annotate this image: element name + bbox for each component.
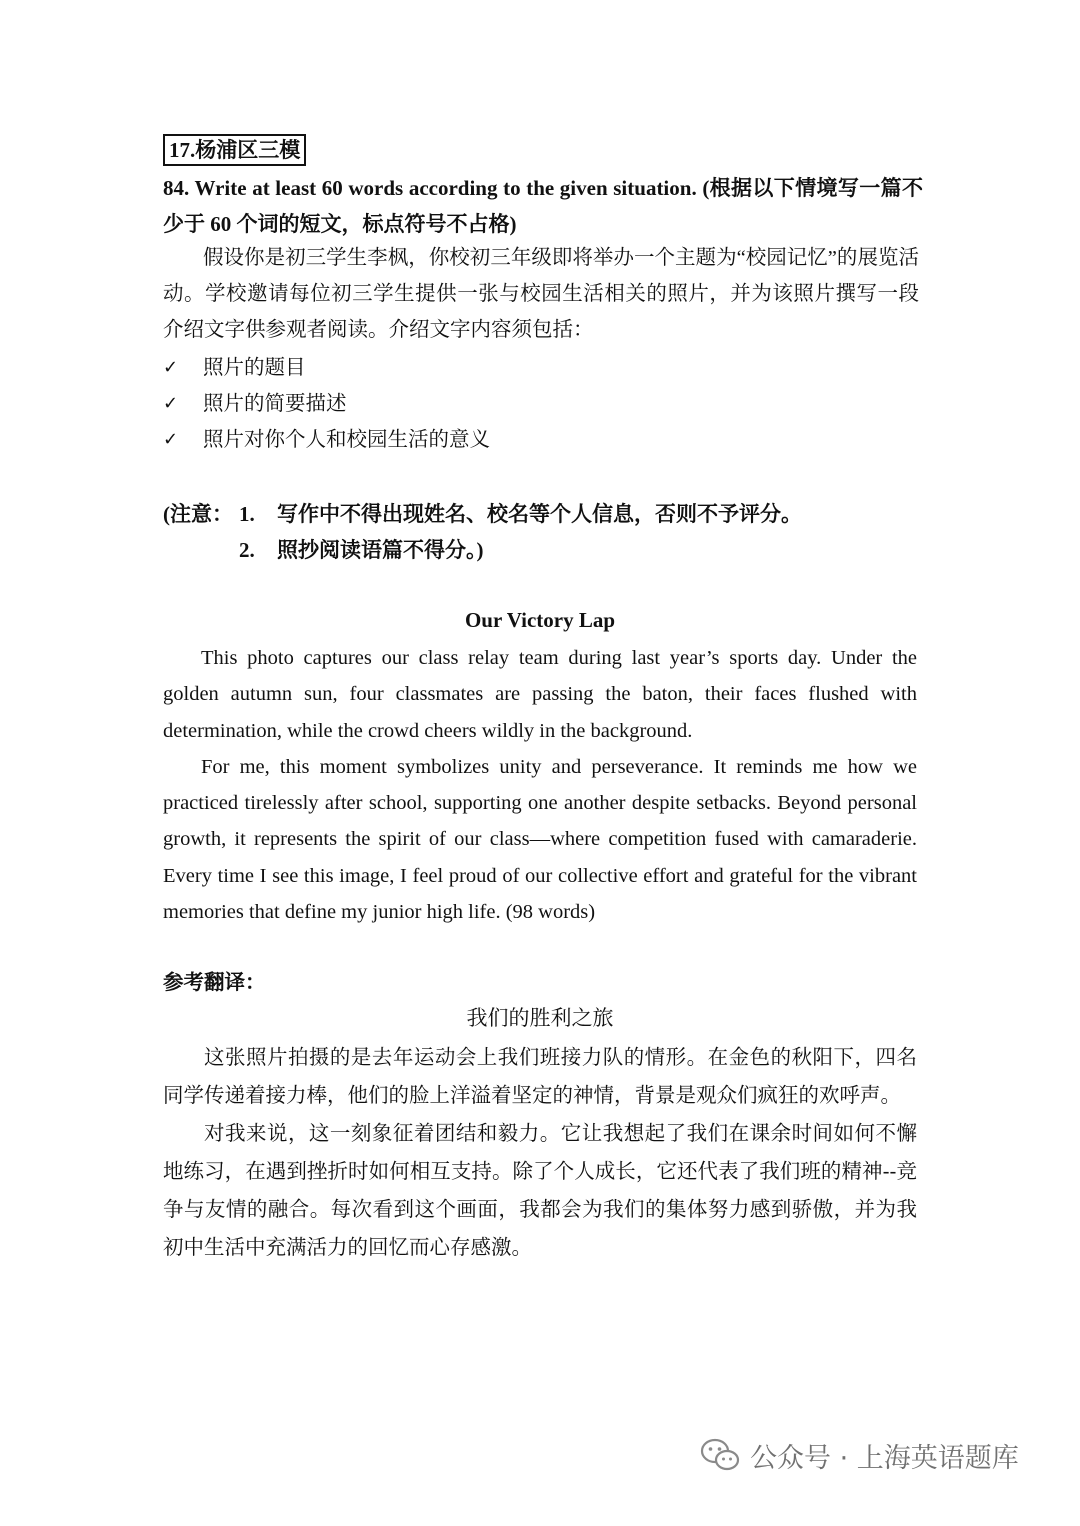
checklist-item-text: 照片的简要描述 bbox=[203, 393, 347, 415]
notes-block bbox=[163, 496, 923, 568]
checklist-item bbox=[163, 386, 863, 422]
check-icon: ✓ bbox=[163, 393, 179, 414]
watermark-text: 公众号 · 上海英语题库 bbox=[750, 1442, 1019, 1474]
requirement-checklist bbox=[163, 350, 863, 458]
note-prefix: (注意： bbox=[163, 502, 233, 526]
translation-title: 我们的胜利之旅 bbox=[466, 1006, 614, 1030]
note-number: 2. bbox=[239, 538, 255, 562]
essay-paragraph: For me, this moment symbolizes unity and perseverance. It reminds me how we practiced tirelessly after school, supporting one another despite setbacks. Beyond personal growth, it represents the spirit of our class—where competition fused with camaraderie. Every time I see this image, I feel proud of our collective effort and grateful for the vibrant memories that define my junior high life. (98 words) bbox=[163, 755, 917, 924]
translation-text bbox=[163, 1038, 917, 1266]
note-row bbox=[163, 496, 923, 532]
check-icon: ✓ bbox=[163, 357, 179, 378]
watermark-footer bbox=[700, 1430, 1060, 1480]
note-text: 照抄阅读语篇不得分。) bbox=[277, 538, 484, 562]
check-icon: ✓ bbox=[163, 429, 179, 450]
essay-title: Our Victory Lap bbox=[464, 608, 616, 632]
sample-essay bbox=[163, 640, 917, 930]
checklist-item bbox=[163, 350, 863, 386]
translation-paragraph: 对我来说，这一刻象征着团结和毅力。它让我想起了我们在课余时间如何不懈地练习，在遇到挫折时如何相互支持。除了个人成长，它还代表了我们班的精神--竞争与友情的融合。每次看到这个画面，我都会为我们的集体努力感到骄傲，并为我初中生活中充满活力的回忆而心存感激。 bbox=[163, 1121, 917, 1259]
section-label: 17.杨浦区三模 bbox=[163, 134, 306, 166]
checklist-item-text: 照片对你个人和校园生活的意义 bbox=[203, 429, 490, 451]
wechat-icon bbox=[700, 1438, 740, 1472]
checklist-item bbox=[163, 422, 863, 458]
translation-label: 参考翻译： bbox=[163, 972, 266, 994]
checklist-item-text: 照片的题目 bbox=[203, 357, 306, 379]
note-row bbox=[163, 532, 923, 568]
essay-paragraph: This photo captures our class relay team during last year’s sports day. Under the golden autumn sun, four classmates are passing the baton, their faces flushed with determination, while the crowd cheers wildly in the background. bbox=[163, 647, 917, 742]
note-text: 写作中不得出现姓名、校名等个人信息，否则不予评分。 bbox=[277, 502, 802, 526]
situation-description: 假设你是初三学生李枫，你校初三年级即将举办一个主题为“校园记忆”的展览活动。学校邀请每位初三学生提供一张与校园生活相关的照片，并为该照片撰写一段介绍文字供参观者阅读。介绍文字内容须包括： bbox=[163, 247, 919, 341]
translation-paragraph: 这张照片拍摄的是去年运动会上我们班接力队的情形。在金色的秋阳下，四名同学传递着接力棒，他们的脸上洋溢着坚定的神情，背景是观众们疯狂的欢呼声。 bbox=[163, 1045, 917, 1107]
writing-prompt: 84. Write at least 60 words according to the given situation. (根据以下情境写一篇不少于 60 个词的短文，标点符号不占格) bbox=[163, 176, 923, 236]
note-number: 1. bbox=[239, 502, 255, 526]
